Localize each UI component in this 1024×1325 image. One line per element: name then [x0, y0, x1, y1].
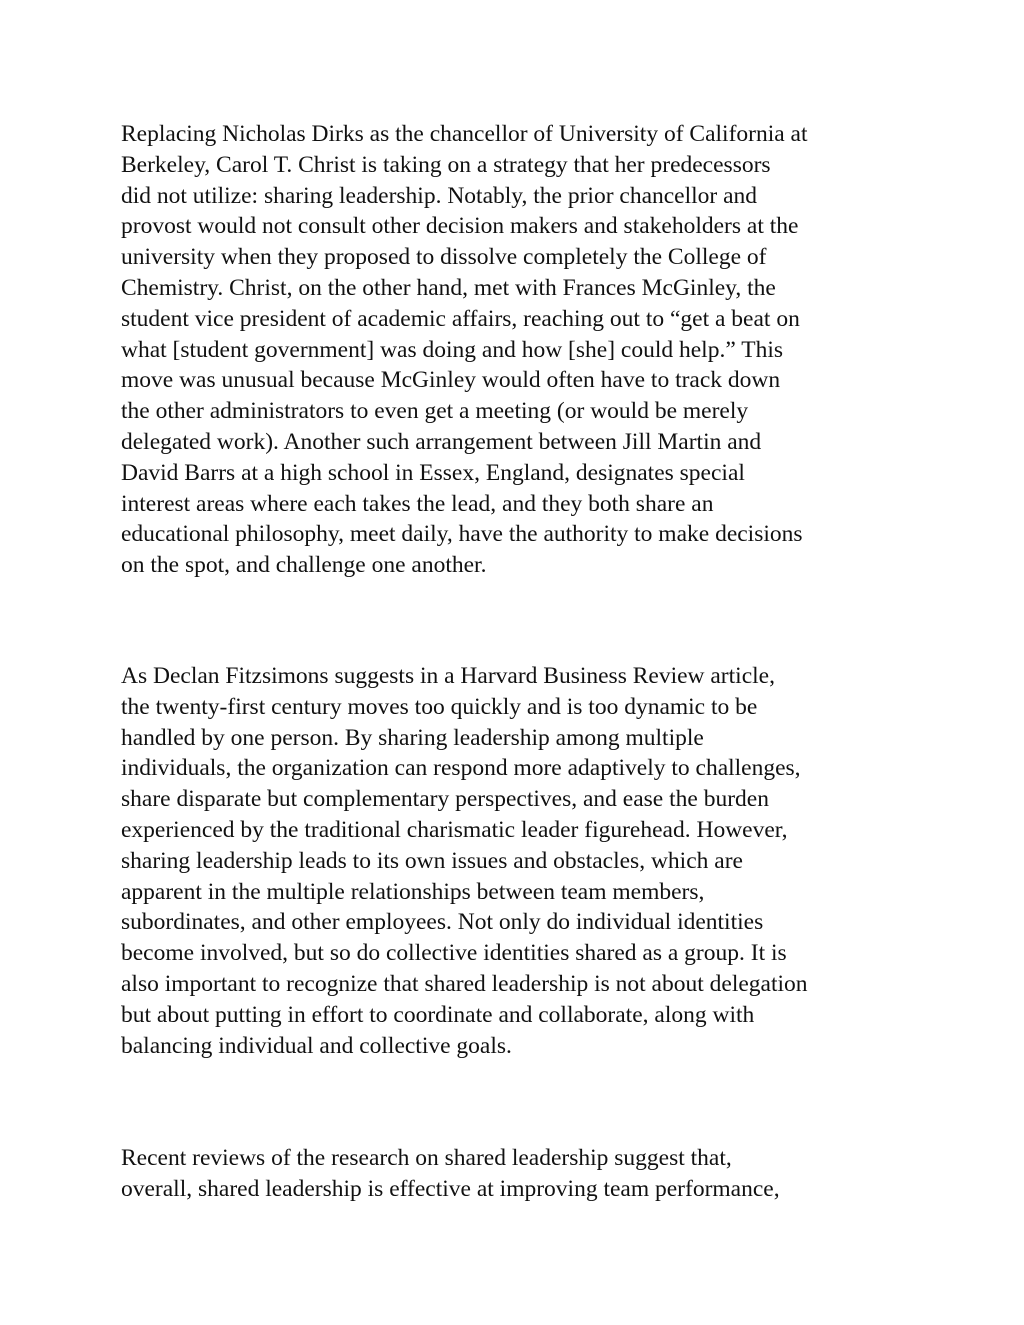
paragraph-1 — [121, 119, 921, 581]
text-line: apparent in the multiple relationships between team members, — [121, 878, 705, 905]
text-line: university when they proposed to dissolve completely the College of — [121, 244, 767, 271]
text-line: did not utilize: sharing leadership. Notably, the prior chancellor and — [121, 182, 758, 209]
text-line: student vice president of academic affairs, reaching out to “get a beat on — [121, 305, 800, 332]
text-line: share disparate but complementary perspectives, and ease the burden — [121, 786, 769, 813]
text-line: educational philosophy, meet daily, have the authority to make decisions — [121, 521, 803, 548]
text-line: move was unusual because McGinley would often have to track down — [121, 367, 781, 394]
text-line: what [student government] was doing and how [she] could help.” This — [121, 336, 783, 363]
text-line: overall, shared leadership is effective at improving team performance, — [121, 1175, 780, 1202]
text-line: individuals, the organization can respond more adaptively to challenges, — [121, 755, 801, 782]
text-line: handled by one person. By sharing leadership among multiple — [121, 724, 704, 751]
text-line: David Barrs at a high school in Essex, England, designates special — [121, 459, 745, 486]
text-line: Replacing Nicholas Dirks as the chancellor of University of California at — [121, 121, 808, 147]
text-line: but about putting in effort to coordinate and collaborate, along with — [121, 1001, 755, 1028]
text-line: become involved, but so do collective identities shared as a group. It is — [121, 940, 787, 967]
text-line: delegated work). Another such arrangement between Jill Martin and — [121, 428, 762, 455]
text-line: Berkeley, Carol T. Christ is taking on a strategy that her predecessors — [121, 151, 771, 178]
text-line: provost would not consult other decision makers and stakeholders at the — [121, 213, 799, 240]
text-line: As Declan Fitzsimons suggests in a Harvard Business Review article, — [121, 663, 775, 689]
text-line: sharing leadership leads to its own issues and obstacles, which are — [121, 847, 743, 874]
text-line: balancing individual and collective goals. — [121, 1032, 512, 1059]
paragraph-2 — [121, 661, 921, 1061]
text-line: subordinates, and other employees. Not only do individual identities — [121, 909, 764, 936]
text-line: the twenty-first century moves too quickly and is too dynamic to be — [121, 693, 758, 720]
text-line: interest areas where each takes the lead, and they both share an — [121, 490, 714, 517]
text-line: the other administrators to even get a meeting (or would be merely — [121, 398, 749, 425]
text-line: Chemistry. Christ, on the other hand, met with Frances McGinley, the — [121, 274, 776, 301]
text-line: on the spot, and challenge one another. — [121, 552, 487, 579]
text-line: experienced by the traditional charismatic leader figurehead. However, — [121, 816, 788, 843]
paragraph-3 — [121, 1143, 921, 1205]
text-line: Recent reviews of the research on shared leadership suggest that, — [121, 1145, 732, 1171]
text-line: also important to recognize that shared leadership is not about delegation — [121, 970, 808, 997]
